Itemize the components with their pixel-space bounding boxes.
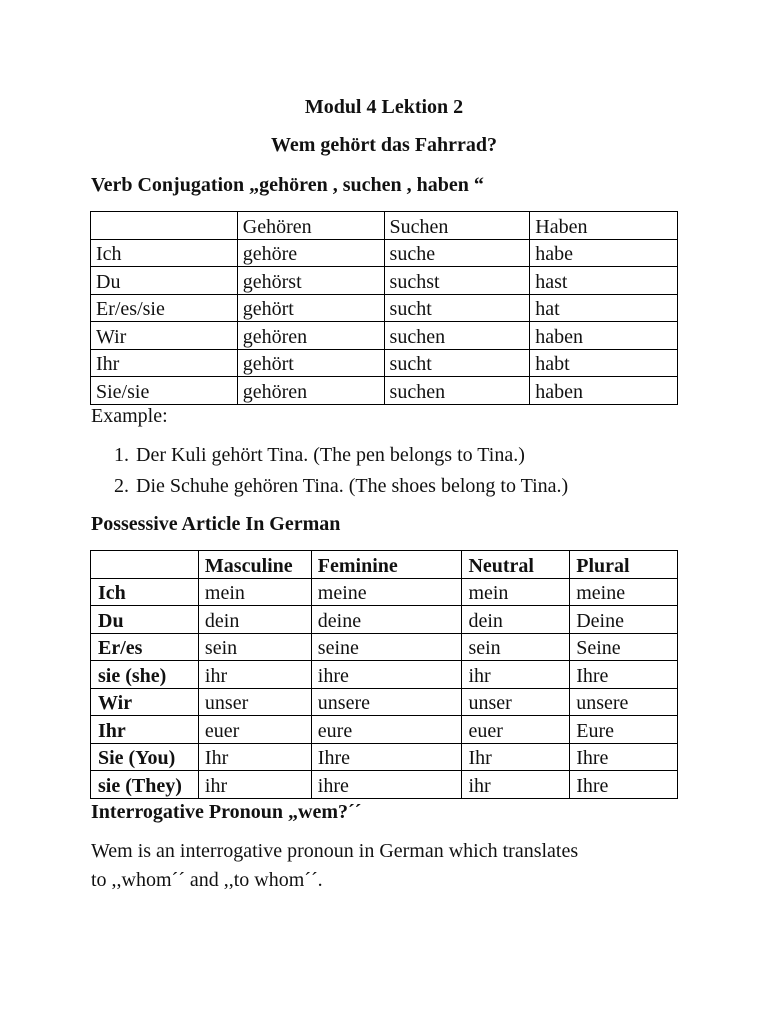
pronoun-cell: Sie/sie xyxy=(91,377,238,405)
pronoun-cell: Du xyxy=(91,267,238,295)
table-cell: unser xyxy=(462,688,570,716)
table-cell: ihr xyxy=(462,661,570,689)
table-cell: meine xyxy=(570,578,678,606)
table-header-cell xyxy=(91,212,238,240)
table-cell: dein xyxy=(198,606,311,634)
possessive-heading: Possessive Article In German xyxy=(91,513,341,535)
pronoun-cell: Wir xyxy=(91,688,199,716)
pronoun-cell: Ihr xyxy=(91,716,199,744)
table-row xyxy=(91,322,678,350)
pronoun-cell: Er/es/sie xyxy=(91,294,238,322)
table-cell: hat xyxy=(530,294,678,322)
list-item-text: Die Schuhe gehören Tina. (The shoes belong to Tina.) xyxy=(136,475,569,497)
table-cell: Ihre xyxy=(570,771,678,799)
list-item-number: 1. xyxy=(114,444,129,466)
table-cell: Ihr xyxy=(198,743,311,771)
table-cell: habe xyxy=(530,239,678,267)
table-cell: suchen xyxy=(384,322,530,350)
table-cell: unser xyxy=(198,688,311,716)
table-header-cell: Feminine xyxy=(311,551,462,579)
pronoun-cell: Wir xyxy=(91,322,238,350)
table-cell: Ihre xyxy=(570,743,678,771)
table-cell: gehört xyxy=(237,349,384,377)
list-item-number: 2. xyxy=(114,475,129,497)
table-cell: suchst xyxy=(384,267,530,295)
page-title: Modul 4 Lektion 2 xyxy=(304,96,464,118)
pronoun-cell: Ihr xyxy=(91,349,238,377)
table-cell: sein xyxy=(198,633,311,661)
table-header-cell: Suchen xyxy=(384,212,530,240)
pronoun-cell: sie (They) xyxy=(91,771,199,799)
table-header-cell: Plural xyxy=(570,551,678,579)
table-cell: sein xyxy=(462,633,570,661)
table-row xyxy=(91,743,678,771)
pronoun-cell: Ich xyxy=(91,578,199,606)
table-header-cell xyxy=(91,551,199,579)
pronoun-cell: Ich xyxy=(91,239,238,267)
table-cell: dein xyxy=(462,606,570,634)
table-cell: Ihre xyxy=(311,743,462,771)
table-cell: meine xyxy=(311,578,462,606)
table-header-cell: Neutral xyxy=(462,551,570,579)
table-row xyxy=(91,578,678,606)
table-cell: gehöre xyxy=(237,239,384,267)
table-cell: gehören xyxy=(237,377,384,405)
table-cell: ihre xyxy=(311,771,462,799)
table-cell: unsere xyxy=(570,688,678,716)
table-cell: seine xyxy=(311,633,462,661)
table-row xyxy=(91,716,678,744)
verb-conjugation-heading: Verb Conjugation „gehören , suchen , haben “ xyxy=(91,174,484,196)
table-cell: suchen xyxy=(384,377,530,405)
pronoun-cell: sie (she) xyxy=(91,661,199,689)
table-cell: mein xyxy=(462,578,570,606)
table-cell: suche xyxy=(384,239,530,267)
pronoun-cell: Du xyxy=(91,606,199,634)
table-row xyxy=(91,606,678,634)
interrogative-text-line-2: to ,,whom´´ and ,,to whom´´. xyxy=(91,869,323,891)
table-row xyxy=(91,349,678,377)
table-cell: sucht xyxy=(384,294,530,322)
table-row xyxy=(91,661,678,689)
table-header-cell: Gehören xyxy=(237,212,384,240)
possessive-article-table xyxy=(90,550,678,799)
table-header-cell: Haben xyxy=(530,212,678,240)
table-row xyxy=(91,239,678,267)
interrogative-heading: Interrogative Pronoun „wem?´´ xyxy=(91,801,362,823)
table-cell: hast xyxy=(530,267,678,295)
table-row xyxy=(91,688,678,716)
table-cell: ihre xyxy=(311,661,462,689)
list-item xyxy=(91,471,568,502)
table-cell: Deine xyxy=(570,606,678,634)
table-cell: euer xyxy=(462,716,570,744)
table-header-row xyxy=(91,212,678,240)
table-cell: Seine xyxy=(570,633,678,661)
table-header-row xyxy=(91,551,678,579)
table-cell: euer xyxy=(198,716,311,744)
example-label: Example: xyxy=(91,405,168,427)
table-cell: haben xyxy=(530,377,678,405)
verb-conjugation-table xyxy=(90,211,678,405)
table-cell: eure xyxy=(311,716,462,744)
table-cell: haben xyxy=(530,322,678,350)
table-cell: deine xyxy=(311,606,462,634)
table-cell: habt xyxy=(530,349,678,377)
table-row xyxy=(91,633,678,661)
page-subtitle: Wem gehört das Fahrrad? xyxy=(270,134,498,156)
table-cell: ihr xyxy=(198,771,311,799)
table-cell: unsere xyxy=(311,688,462,716)
table-cell: gehörst xyxy=(237,267,384,295)
interrogative-text-line-1: Wem is an interrogative pronoun in German which translates xyxy=(91,840,579,862)
table-row xyxy=(91,377,678,405)
table-cell: gehört xyxy=(237,294,384,322)
pronoun-cell: Er/es xyxy=(91,633,199,661)
table-cell: sucht xyxy=(384,349,530,377)
table-cell: Ihr xyxy=(462,743,570,771)
table-row xyxy=(91,267,678,295)
table-cell: ihr xyxy=(462,771,570,799)
table-cell: ihr xyxy=(198,661,311,689)
pronoun-cell: Sie (You) xyxy=(91,743,199,771)
table-cell: mein xyxy=(198,578,311,606)
table-header-cell: Masculine xyxy=(198,551,311,579)
table-row xyxy=(91,771,678,799)
table-cell: gehören xyxy=(237,322,384,350)
table-cell: Eure xyxy=(570,716,678,744)
list-item-text: Der Kuli gehört Tina. (The pen belongs to Tina.) xyxy=(136,444,525,466)
list-item xyxy=(91,440,568,471)
table-row xyxy=(91,294,678,322)
table-cell: Ihre xyxy=(570,661,678,689)
example-list xyxy=(91,440,568,502)
